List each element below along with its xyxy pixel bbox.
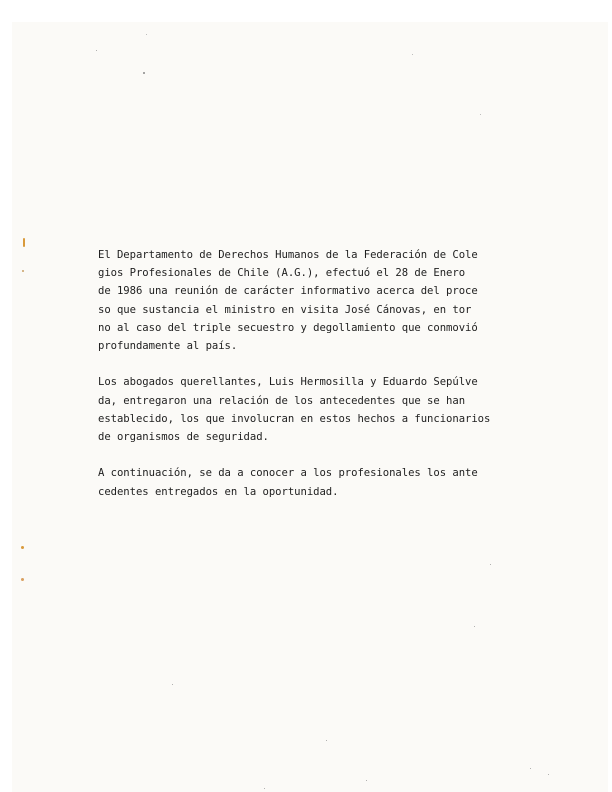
document-page — [12, 22, 608, 792]
scan-speck — [480, 114, 481, 115]
text-line: so que sustancia el ministro en visita José Cánovas, en tor — [98, 303, 472, 316]
text-line: Los abogados querellantes, Luis Hermosilla y Eduardo Sepúlve — [98, 376, 478, 389]
text-line: cedentes entregados en la oportunidad. — [98, 485, 339, 498]
scan-speck — [412, 54, 413, 55]
scan-speck — [21, 546, 24, 549]
scan-speck — [96, 50, 97, 51]
paragraph-intro — [98, 246, 558, 355]
scan-speck — [22, 270, 24, 272]
text-line: A continuación, se da a conocer a los profesionales los ante — [98, 467, 478, 480]
scan-speck — [143, 72, 145, 74]
paragraph-continuation — [98, 464, 558, 500]
scan-speck — [146, 34, 147, 35]
scan-speck — [490, 564, 491, 565]
text-line: gios Profesionales de Chile (A.G.), efectuó el 28 de Enero — [98, 267, 466, 280]
scan-speck — [326, 740, 327, 741]
text-line: establecido, los que involucran en estos hechos a funcionarios — [98, 412, 491, 425]
text-line: no al caso del triple secuestro y degollamiento que conmovió — [98, 321, 478, 334]
scan-speck — [21, 578, 24, 581]
text-line: profundamente al país. — [98, 340, 238, 353]
document-body — [98, 246, 558, 519]
scan-speck — [23, 238, 25, 247]
scan-speck — [530, 768, 531, 769]
text-line: de 1986 una reunión de carácter informativo acerca del proce — [98, 285, 478, 298]
text-line: El Departamento de Derechos Humanos de la Federación de Cole — [98, 249, 478, 261]
text-line: da, entregaron una relación de los antecedentes que se han — [98, 394, 466, 407]
scan-speck — [548, 774, 549, 775]
paragraph-lawyers — [98, 373, 558, 446]
scan-speck — [474, 626, 475, 627]
scan-speck — [172, 684, 173, 685]
text-line: de organismos de seguridad. — [98, 431, 269, 444]
scan-speck — [366, 780, 367, 781]
scan-speck — [264, 788, 265, 789]
